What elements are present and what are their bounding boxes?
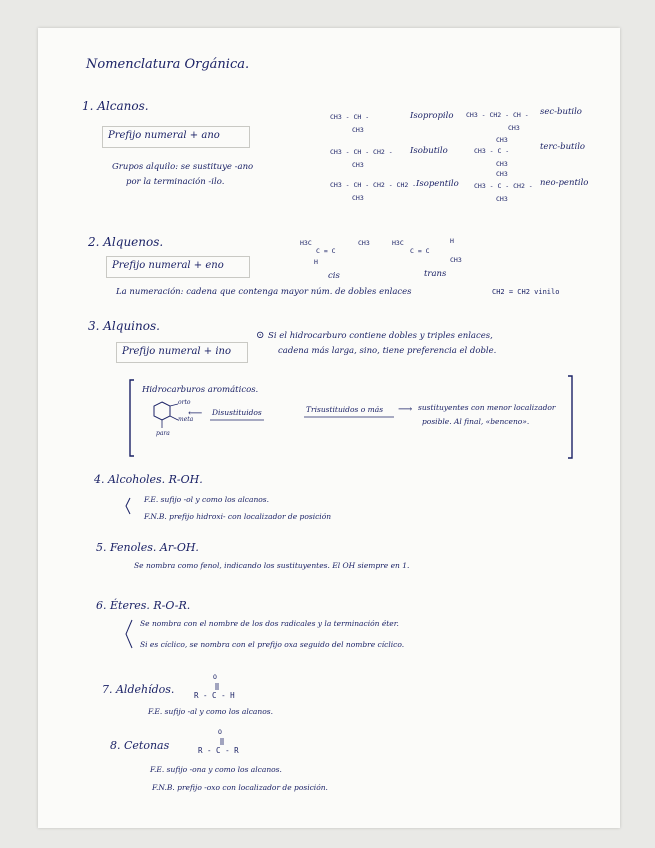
section-alcanos-heading: 1. Alcanos.: [82, 99, 149, 113]
struct-isopropilo-branch: CH3: [352, 126, 364, 134]
section-fenoles-heading: 5. Fenoles. Ar-OH.: [96, 541, 199, 554]
alquenos-rule: La numeración: cadena que contenga mayor núm. de dobles enlaces: [116, 287, 412, 297]
aldehido-o: O: [213, 673, 217, 681]
aldehidos-fe: F.E. sufijo -al y como los alcanos.: [148, 707, 273, 716]
section-alquinos-heading: 3. Alquinos.: [88, 319, 160, 333]
alquinos-note-1: Si el hidrocarburo contiene dobles y triples enlaces,: [268, 331, 493, 341]
label-para: para: [156, 430, 170, 437]
name-terc-butilo: terc-butilo: [540, 142, 586, 152]
name-neo-pentilo: neo-pentilo: [540, 178, 589, 188]
cetonas-fnb: F.N.B. prefijo -oxo con localizador de posición.: [152, 783, 328, 792]
cetona-o: O: [218, 728, 222, 736]
struct-terc-butilo-top: CH3: [496, 136, 508, 144]
name-isopropilo: Isopropilo: [410, 111, 454, 121]
name-isobutilo: Isobutilo: [410, 146, 448, 156]
alquinos-note-2: cadena más larga, sino, tiene preferencia el doble.: [278, 346, 497, 356]
label-disustituidos: Disustituidos: [212, 408, 262, 417]
cetona-struct: R - C - R: [198, 746, 239, 755]
struct-neo-pentilo-branch: CH3: [496, 195, 508, 203]
alcoholes-fe: F.E. sufijo -ol y como los alcanos.: [144, 495, 270, 504]
alcoholes-fnb: F.N.B. prefijo hidroxi- con localizador de posición: [144, 512, 332, 521]
section-cetonas-heading: 8. Cetonas: [110, 739, 170, 752]
sustituyentes-note-1: sustituyentes con menor localizador: [418, 403, 556, 412]
eteres-line-2: Si es cíclico, se nombra con el prefijo oxa seguido del nombre cíclico.: [140, 640, 405, 649]
fenoles-line: Se nombra como fenol, indicando los sustituyentes. El OH siempre en 1.: [134, 561, 410, 570]
section-alquenos-heading: 2. Alquenos.: [88, 235, 164, 249]
aromatic-title: Hidrocarburos aromáticos.: [142, 385, 259, 395]
trans-ch3: CH3: [450, 256, 462, 264]
cis-ch3: CH3: [358, 239, 370, 247]
eteres-line-1: Se nombra con el nombre de los dos radicales y la terminación éter.: [140, 619, 399, 628]
cis-double-bond: C = C: [316, 247, 336, 255]
section-alcoholes-heading: 4. Alcoholes. R-OH.: [94, 473, 203, 486]
struct-terc-butilo: CH3 - C -: [474, 147, 510, 155]
name-isopentilo: Isopentilo: [416, 179, 459, 189]
notebook-page: [38, 28, 620, 828]
struct-sec-butilo: CH3 - CH2 - CH -: [466, 111, 529, 119]
cetonas-fe: F.E. sufijo -ona y como los alcanos.: [150, 765, 282, 774]
cis-h: H: [314, 258, 318, 266]
formula-alquinos: Prefijo numeral + ino: [122, 346, 232, 357]
struct-isopentilo: CH3 - CH - CH2 - CH2 -: [330, 181, 417, 189]
alquilo-note-2: por la terminación -ilo.: [126, 177, 225, 187]
trans-h3c: H3C: [392, 239, 404, 247]
alquilo-note-1: Grupos alquilo: se sustituye -ano: [112, 162, 254, 172]
label-cis: cis: [328, 271, 340, 281]
formula-alcanos: Prefijo numeral + ano: [108, 130, 220, 141]
trans-h: H: [450, 237, 454, 245]
section-aldehidos-heading: 7. Aldehídos.: [102, 683, 175, 696]
bullet-icon: ⊙: [256, 330, 265, 341]
struct-isobutilo: CH3 - CH - CH2 -: [330, 148, 393, 156]
struct-neo-pentilo: CH3 - C - CH2 -: [474, 182, 533, 190]
section-eteres-heading: 6. Éteres. R-O-R.: [96, 599, 191, 612]
page-title: Nomenclatura Orgánica.: [86, 57, 250, 72]
struct-isobutilo-branch: CH3: [352, 161, 364, 169]
label-trisustituidos: Trisustituidos o más: [306, 405, 384, 414]
name-sec-butilo: sec-butilo: [540, 107, 582, 117]
struct-neo-pentilo-top: CH3: [496, 170, 508, 178]
sustituyentes-note-2: posible. Al final, «benceno».: [422, 417, 530, 426]
label-orto: orto: [178, 399, 191, 406]
struct-terc-butilo-branch: CH3: [496, 160, 508, 168]
label-trans: trans: [424, 269, 447, 279]
cis-h3c: H3C: [300, 239, 312, 247]
struct-isopropilo: CH3 - CH -: [330, 113, 370, 121]
arrow-left-icon: ⟵: [188, 408, 203, 419]
arrow-right-icon: ⟶: [398, 404, 413, 415]
struct-isopentilo-branch: CH3: [352, 194, 364, 202]
label-meta: meta: [178, 416, 194, 423]
struct-sec-butilo-branch: CH3: [508, 124, 520, 132]
vinilo-example: CH2 = CH2 vinilo: [492, 288, 560, 296]
trans-double-bond: C = C: [410, 247, 430, 255]
aldehido-struct: R - C - H: [194, 691, 235, 700]
bracket-drawings: [38, 28, 620, 828]
formula-alquenos: Prefijo numeral + eno: [112, 260, 224, 271]
